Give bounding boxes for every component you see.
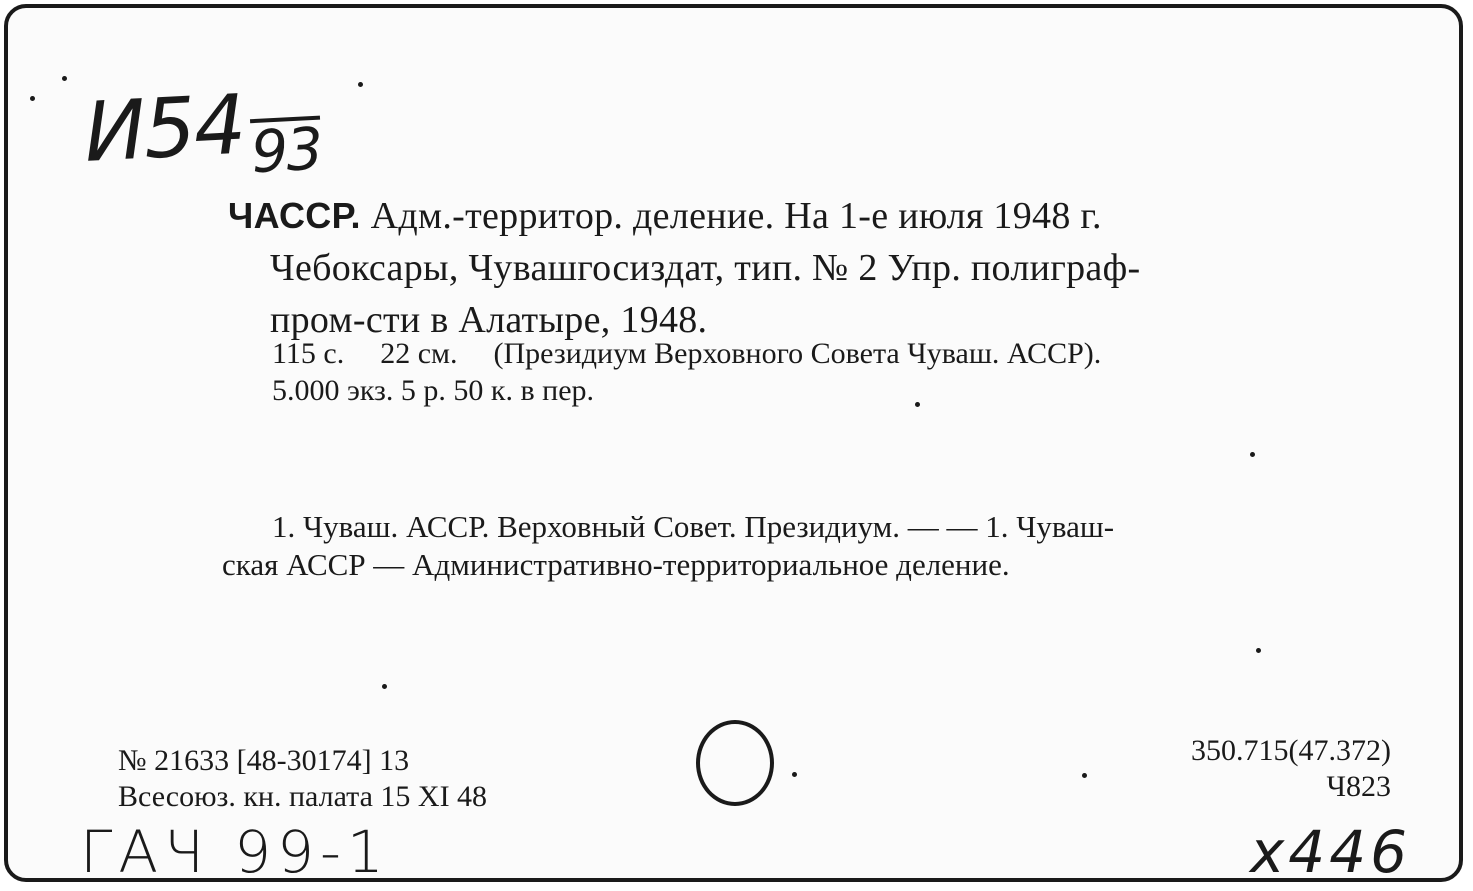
title-line-3: пром-сти в Алатыре, 1948. <box>270 299 708 341</box>
tracing-line-1: 1. Чуваш. АССР. Верховный Совет. Президиум. — — 1. Чуваш- <box>272 509 1115 544</box>
author-mark: Ч823 <box>1326 770 1391 803</box>
speck <box>792 772 797 777</box>
speck <box>358 82 363 87</box>
speck <box>1256 648 1261 653</box>
speck <box>382 684 387 689</box>
title-line-1 <box>228 190 1398 242</box>
speck <box>30 96 35 101</box>
speck <box>1082 773 1087 778</box>
card-number-block <box>118 743 487 815</box>
collation-series: (Президиум Верховного Совета Чуваш. АССР). <box>493 337 1102 370</box>
entry-heading: ЧАССР. <box>228 195 361 236</box>
speck <box>1250 452 1255 457</box>
book-chamber-line: Всесоюз. кн. палата 15 XI 48 <box>118 780 488 813</box>
tracing-line-2: ская АССР — Административно-территориальное деление. <box>222 547 1010 582</box>
speck <box>62 76 67 81</box>
handwritten-inventory-code: х446 <box>1249 818 1411 886</box>
classification-block <box>1191 733 1391 805</box>
subject-tracings <box>222 508 1392 584</box>
shelfmark-superscript: 93 <box>249 114 323 187</box>
collation-size: 22 см. <box>380 337 458 370</box>
handwritten-shelfmark <box>82 74 323 187</box>
title-rest: Адм.-территор. деление. На 1-е июля 1948 г. <box>370 195 1102 237</box>
punch-hole <box>696 720 774 806</box>
collation-pages: 115 с. <box>272 337 345 370</box>
shelfmark-main: И54 <box>82 77 247 181</box>
title-line-2: Чебоксары, Чувашгосиздат, тип. № 2 Упр. полиграф- <box>270 247 1141 289</box>
handwritten-archive-code: ГАЧ 99-1 <box>80 818 390 886</box>
classification-code: 350.715(47.372) <box>1191 734 1391 767</box>
title-block <box>228 190 1398 346</box>
card-number: № 21633 [48-30174] 13 <box>118 744 410 777</box>
collation-line-1 <box>272 335 1101 372</box>
speck <box>915 402 920 407</box>
collation <box>272 335 1101 409</box>
collation-line-2: 5.000 экз. 5 р. 50 к. в пер. <box>272 374 595 407</box>
